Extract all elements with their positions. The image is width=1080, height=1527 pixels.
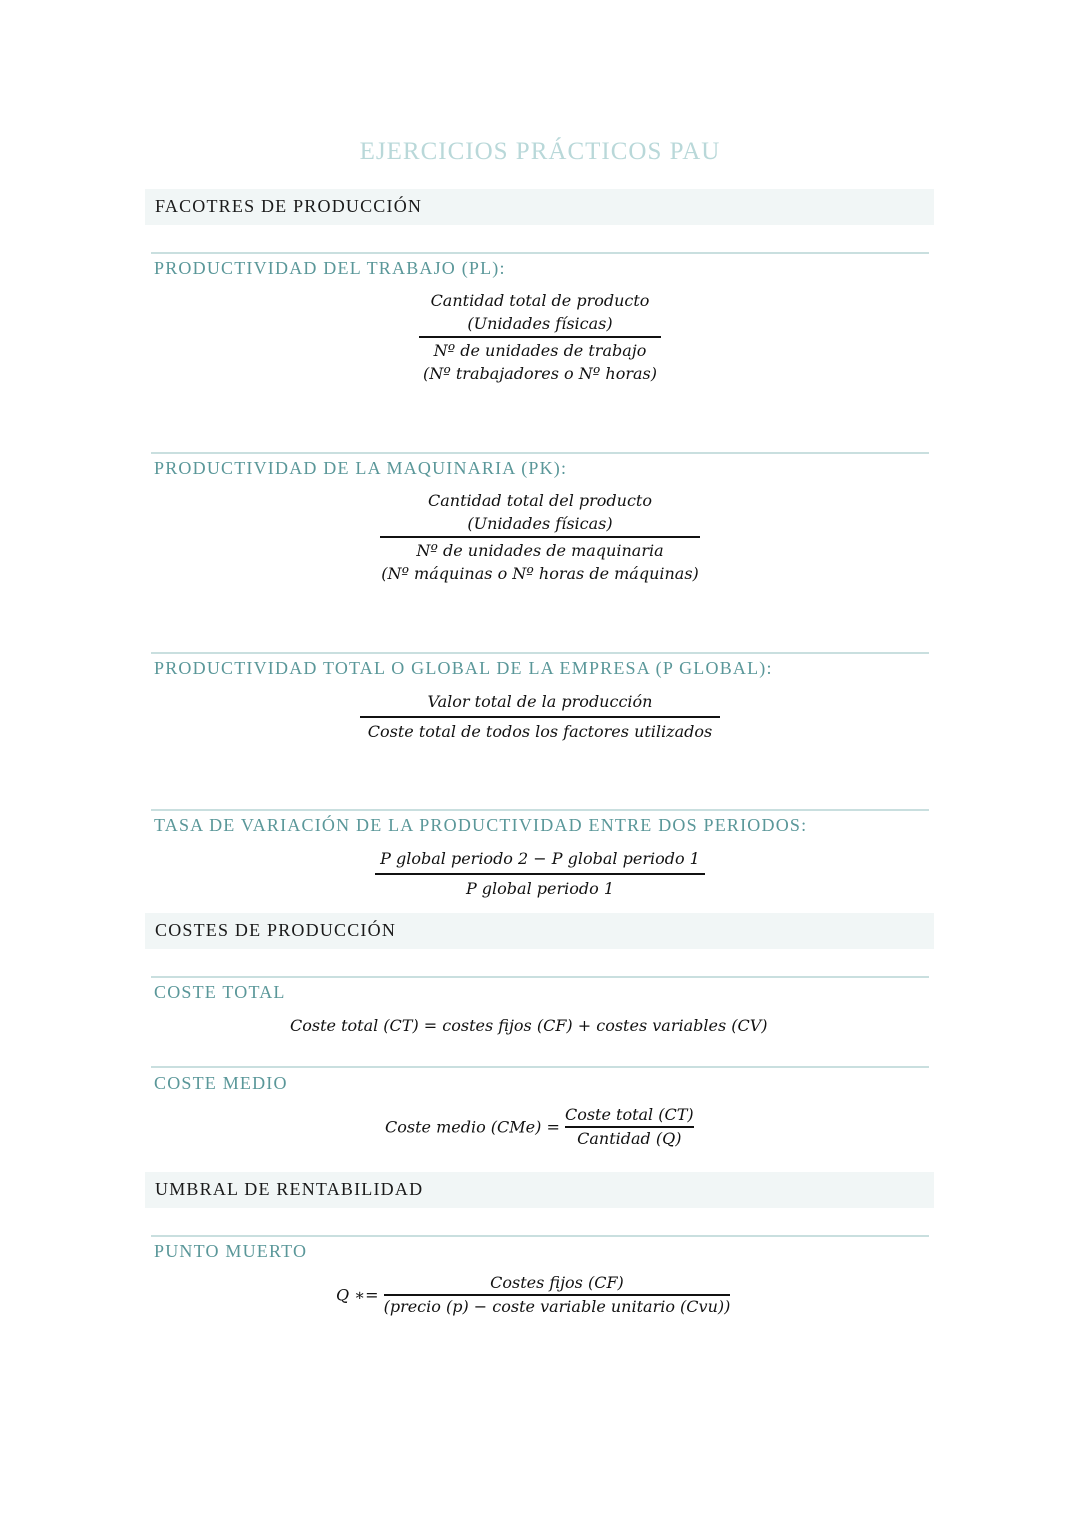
divider: [151, 452, 929, 454]
denominator-line: Nº de unidades de trabajo: [433, 340, 647, 360]
denominator-line: P global periodo 1: [465, 878, 615, 898]
formula-lhs: Coste medio (CMe) =: [385, 1117, 560, 1137]
denominator-line: (Nº trabajadores o Nº horas): [423, 363, 657, 383]
formula-break-even: [336, 1272, 730, 1318]
denominator-line: Nº de unidades de maquinaria: [416, 540, 664, 560]
divider: [151, 809, 929, 811]
subheading: PRODUCTIVIDAD TOTAL O GLOBAL DE LA EMPRESA (P GLOBAL):: [154, 658, 773, 678]
numerator-line: P global periodo 2 − P global periodo 1: [380, 849, 700, 868]
formula-global-productivity: [360, 689, 720, 745]
section-heading-band: [145, 913, 934, 949]
subheading: PRODUCTIVIDAD DE LA MAQUINARIA (PK):: [154, 458, 568, 478]
divider: [151, 252, 929, 254]
subheading: TASA DE VARIACIÓN DE LA PRODUCTIVIDAD ENTRE DOS PERIODOS:: [154, 815, 808, 835]
subheading: PRODUCTIVIDAD DEL TRABAJO (PL):: [154, 258, 506, 278]
divider: [151, 1235, 929, 1237]
numerator-line: (Unidades físicas): [467, 514, 613, 533]
numerator-line: Cantidad total del producto: [428, 491, 652, 510]
numerator-line: Cantidad total de producto: [430, 291, 650, 310]
formula-productivity-variation: [375, 846, 705, 902]
divider: [151, 1066, 929, 1068]
document-title: EJERCICIOS PRÁCTICOS PAU: [359, 138, 721, 165]
denominator-line: Cantidad (Q): [577, 1128, 682, 1148]
numerator-line: Coste total (CT): [564, 1105, 694, 1124]
formula-lhs: Q ∗=: [336, 1285, 379, 1305]
fraction: [384, 1272, 731, 1318]
denominator-line: (Nº máquinas o Nº horas de máquinas): [381, 563, 699, 583]
fraction-bar: [360, 716, 720, 718]
fraction-bar: [375, 873, 705, 875]
numerator-line: Valor total de la producción: [427, 692, 653, 711]
subheading: COSTE MEDIO: [154, 1073, 288, 1093]
section-heading: UMBRAL DE RENTABILIDAD: [155, 1179, 424, 1199]
formula-average-cost: [385, 1104, 694, 1150]
subheading: PUNTO MUERTO: [154, 1241, 308, 1261]
numerator-line: (Unidades físicas): [467, 314, 613, 333]
section-heading: FACOTRES DE PRODUCCIÓN: [155, 196, 423, 216]
fraction: [565, 1104, 694, 1150]
subheading: COSTE TOTAL: [154, 982, 286, 1002]
section-heading-band: [145, 1172, 934, 1208]
numerator-line: Costes fijos (CF): [490, 1273, 624, 1292]
denominator-line: Coste total de todos los factores utilizados: [367, 721, 713, 741]
section-heading: COSTES DE PRODUCCIÓN: [155, 920, 397, 940]
fraction-bar: [380, 536, 700, 538]
formula-machinery-productivity: [380, 489, 700, 585]
formula-total-cost: Coste total (CT) = costes fijos (CF) + costes variables (CV): [290, 1016, 768, 1035]
fraction-bar: [419, 336, 661, 338]
section-heading-band: [145, 189, 934, 225]
formula-labor-productivity: [419, 289, 661, 385]
divider: [151, 652, 929, 654]
denominator-line: (precio (p) − coste variable unitario (Cvu)): [383, 1296, 731, 1316]
divider: [151, 976, 929, 978]
